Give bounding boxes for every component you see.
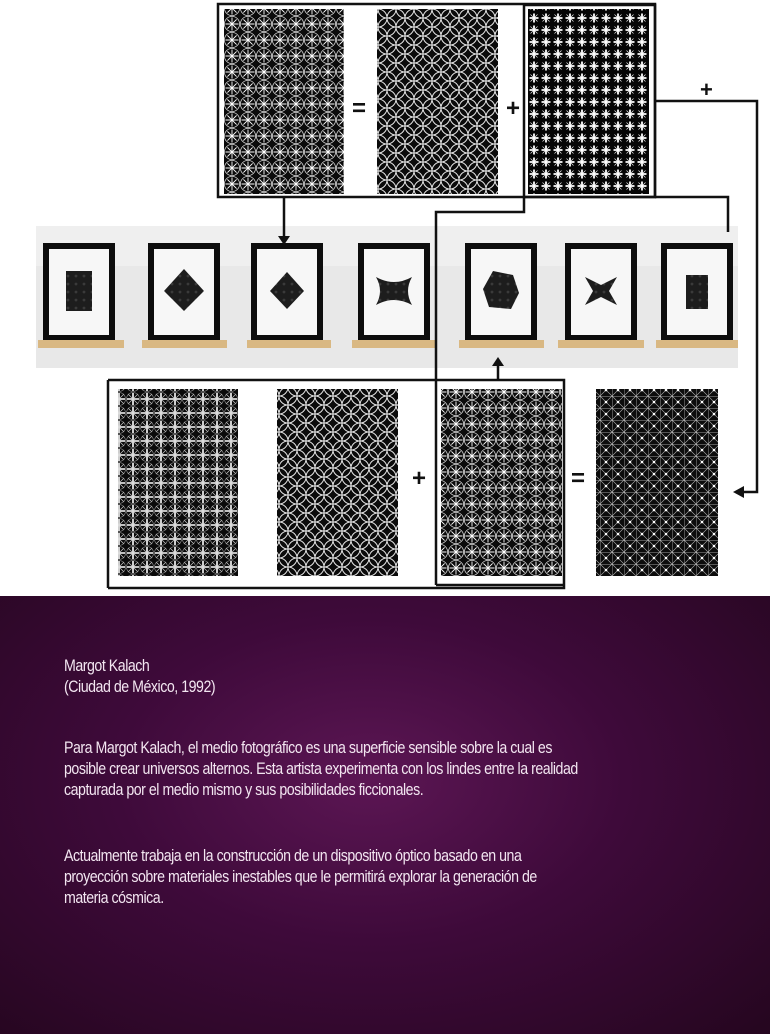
- bio-paragraph-1-line: posible crear universos alternos. Esta artista experimenta con los lindes entre la realidad: [64, 760, 578, 778]
- plus-sign-top: +: [506, 95, 521, 122]
- bio-paragraph-1-line: capturada por el medio mismo y sus posibilidades ficcionales.: [64, 781, 424, 799]
- bio-paragraph-2-line: Actualmente trabaja en la construcción de un dispositivo óptico basado en una: [64, 847, 522, 865]
- gallery-frame: [38, 246, 124, 348]
- artist-origin: (Ciudad de México, 1992): [64, 678, 216, 696]
- bio-paragraph-2-line: proyección sobre materiales inestables que le permitirá explorar la generación de: [64, 868, 537, 886]
- wooden-shelf: [38, 340, 124, 348]
- pattern-panel-top-1: [224, 9, 344, 194]
- sculpture-object: [66, 271, 92, 311]
- gallery-frame: [459, 246, 544, 348]
- gallery-frame: [352, 246, 436, 348]
- pattern-panel-bottom-3: [441, 389, 562, 576]
- pattern-panel-top-2: [377, 9, 498, 194]
- pattern-panel-bottom-1: [118, 389, 238, 576]
- wooden-shelf: [352, 340, 436, 348]
- bio-paragraph-2-line: materia cósmica.: [64, 889, 164, 907]
- bio-paragraph-1: [64, 738, 718, 801]
- gallery-frame: [656, 246, 738, 348]
- wooden-shelf: [459, 340, 544, 348]
- pattern-panel-bottom-4: [596, 389, 718, 576]
- gallery-frame: [247, 246, 331, 348]
- sculpture-object: [686, 275, 708, 309]
- bio-paragraph-1-line: Para Margot Kalach, el medio fotográfico es una superficie sensible sobre la cual es: [64, 739, 552, 757]
- plus-sign-right: +: [700, 77, 713, 102]
- gallery-frame: [142, 246, 227, 348]
- wooden-shelf: [142, 340, 227, 348]
- pattern-panel-top-3: [528, 9, 649, 194]
- gallery-photo: [36, 226, 738, 368]
- gallery-frame: [558, 246, 644, 348]
- wooden-shelf: [247, 340, 331, 348]
- equals-sign-top: =: [352, 95, 367, 122]
- plus-sign-bottom: +: [412, 465, 427, 492]
- wooden-shelf: [656, 340, 738, 348]
- artist-bio-panel: [0, 596, 770, 1034]
- wooden-shelf: [558, 340, 644, 348]
- equals-sign-bottom: =: [571, 465, 586, 492]
- bio-paragraph-2: [64, 846, 718, 909]
- pattern-panel-bottom-2: [277, 389, 398, 576]
- artist-name: Margot Kalach: [64, 657, 150, 675]
